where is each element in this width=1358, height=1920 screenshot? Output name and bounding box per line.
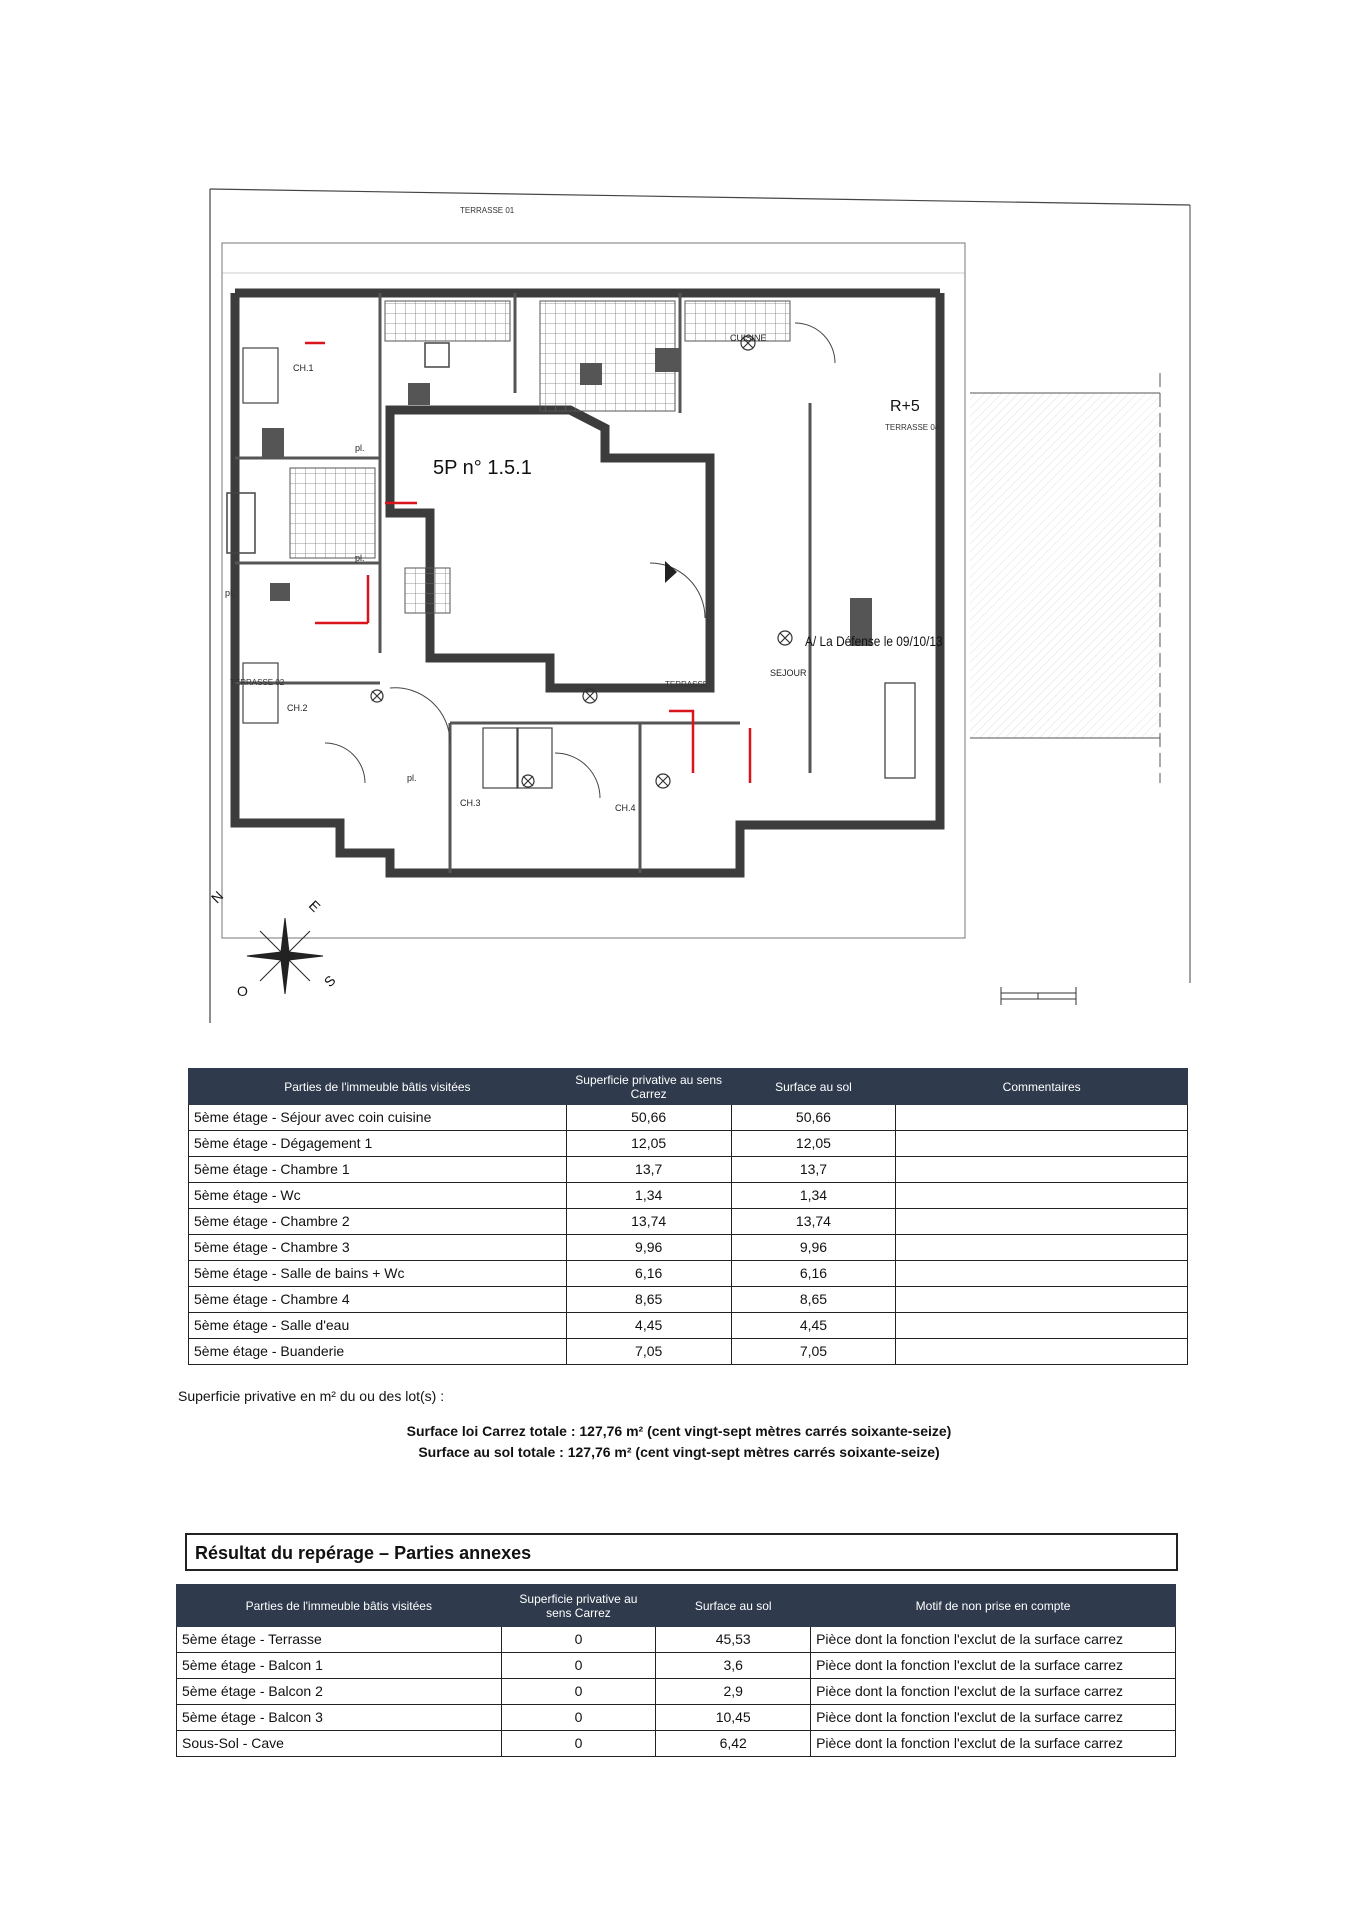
cell-motif: Pièce dont la fonction l'exclut de la surface carrez (811, 1679, 1176, 1705)
cell-carrez: 9,96 (566, 1235, 731, 1261)
cell-motif: Pièce dont la fonction l'exclut de la surface carrez (811, 1731, 1176, 1757)
cell-partie: 5ème étage - Balcon 2 (177, 1679, 502, 1705)
level-label: R+5 (890, 398, 920, 415)
cell-sol: 13,74 (731, 1209, 896, 1235)
cell-carrez: 0 (501, 1731, 656, 1757)
room-ch4-label: CH.4 (615, 803, 636, 813)
terrace-01-label: TERRASSE 01 (460, 206, 515, 215)
room-pl4-label: pl. (355, 553, 365, 563)
header-sol: Surface au sol (656, 1585, 811, 1627)
terrace-02-label: TERRASSE 02 (230, 678, 285, 687)
room-pl2-label: pl. (407, 773, 417, 783)
room-sejour-label: SEJOUR (770, 668, 807, 678)
cell-sol: 6,42 (656, 1731, 811, 1757)
cell-carrez: 0 (501, 1679, 656, 1705)
floor-plan (185, 183, 1195, 1028)
carrez-total: Surface loi Carrez totale : 127,76 m² (cent vingt-sept mètres carrés soixante-seize) (406, 1423, 952, 1439)
table-row (189, 1131, 1188, 1157)
cell-carrez: 6,16 (566, 1261, 731, 1287)
table-row (177, 1731, 1176, 1757)
table-row (189, 1235, 1188, 1261)
header-parties: Parties de l'immeuble bâtis visitées (177, 1585, 502, 1627)
cell-carrez: 0 (501, 1705, 656, 1731)
table-row (189, 1209, 1188, 1235)
cell-motif: Pièce dont la fonction l'exclut de la surface carrez (811, 1627, 1176, 1653)
cell-commentaire (896, 1209, 1188, 1235)
table-row (177, 1679, 1176, 1705)
cell-sol: 2,9 (656, 1679, 811, 1705)
cell-partie: 5ème étage - Wc (189, 1183, 567, 1209)
room-ch1-label: CH.1 (293, 363, 314, 373)
cell-sol: 1,34 (731, 1183, 896, 1209)
cell-partie: 5ème étage - Buanderie (189, 1339, 567, 1365)
cell-partie: 5ème étage - Chambre 4 (189, 1287, 567, 1313)
room-ch2-label: CH.2 (287, 703, 308, 713)
cell-partie: Sous-Sol - Cave (177, 1731, 502, 1757)
cell-sol: 7,05 (731, 1339, 896, 1365)
cell-sol: 9,96 (731, 1235, 896, 1261)
floor-plan-drawing (185, 183, 1195, 1028)
cell-carrez: 0 (501, 1653, 656, 1679)
table-row (189, 1183, 1188, 1209)
cell-commentaire (896, 1157, 1188, 1183)
cell-carrez: 7,05 (566, 1339, 731, 1365)
cell-sol: 50,66 (731, 1105, 896, 1131)
compass-o: O (237, 983, 248, 999)
section-annexes (185, 1533, 1178, 1571)
cell-partie: 5ème étage - Salle d'eau (189, 1313, 567, 1339)
cell-commentaire (896, 1183, 1188, 1209)
section-annexes-title: Résultat du repérage – Parties annexes (195, 1543, 532, 1563)
cell-carrez: 12,05 (566, 1131, 731, 1157)
compass-n: N (207, 887, 227, 907)
room-pl3-label: pl. (355, 443, 365, 453)
cell-commentaire (896, 1261, 1188, 1287)
room-pl1-label: pl. (225, 588, 235, 598)
cell-sol: 4,45 (731, 1313, 896, 1339)
date-note: A/ La Défense le 09/10/13 (805, 633, 943, 649)
cell-partie: 5ème étage - Salle de bains + Wc (189, 1261, 567, 1287)
cell-sol: 45,53 (656, 1627, 811, 1653)
cell-sol: 13,7 (731, 1157, 896, 1183)
surface-note: Superficie privative en m² du ou des lot(s) : (178, 1388, 445, 1404)
cell-partie: 5ème étage - Chambre 3 (189, 1235, 567, 1261)
room-cuisine-label: CUISINE (730, 333, 767, 343)
cell-commentaire (896, 1287, 1188, 1313)
cell-carrez: 0 (501, 1627, 656, 1653)
terrace-bottom-label: TERRASSE (665, 680, 709, 689)
table-row (189, 1313, 1188, 1339)
header-carrez: Superficie privative au sens Carrez (566, 1069, 731, 1105)
table-row (177, 1705, 1176, 1731)
cell-carrez: 4,45 (566, 1313, 731, 1339)
cell-partie: 5ème étage - Dégagement 1 (189, 1131, 567, 1157)
cell-partie: 5ème étage - Balcon 1 (177, 1653, 502, 1679)
cell-sol: 8,65 (731, 1287, 896, 1313)
cell-commentaire (896, 1131, 1188, 1157)
header-sol: Surface au sol (731, 1069, 896, 1105)
cell-partie: 5ème étage - Chambre 2 (189, 1209, 567, 1235)
cell-partie: 5ème étage - Balcon 3 (177, 1705, 502, 1731)
cell-commentaire (896, 1235, 1188, 1261)
table-row (189, 1105, 1188, 1131)
cell-partie: 5ème étage - Séjour avec coin cuisine (189, 1105, 567, 1131)
header-parties: Parties de l'immeuble bâtis visitées (189, 1069, 567, 1105)
cell-commentaire (896, 1339, 1188, 1365)
table-row (189, 1287, 1188, 1313)
header-commentaires: Commentaires (896, 1069, 1188, 1105)
annexes-table (176, 1584, 1176, 1757)
sol-total: Surface au sol totale : 127,76 m² (cent vingt-sept mètres carrés soixante-seize) (418, 1444, 940, 1460)
cell-sol: 3,6 (656, 1653, 811, 1679)
header-carrez: Superficie privative au sens Carrez (501, 1585, 656, 1627)
table-row (189, 1261, 1188, 1287)
table-row (189, 1339, 1188, 1365)
table-row (177, 1653, 1176, 1679)
cell-sol: 12,05 (731, 1131, 896, 1157)
header-motif: Motif de non prise en compte (811, 1585, 1176, 1627)
cell-commentaire (896, 1105, 1188, 1131)
annexes-table-header (177, 1585, 1176, 1627)
cell-carrez: 1,34 (566, 1183, 731, 1209)
cell-sol: 6,16 (731, 1261, 896, 1287)
cell-carrez: 13,7 (566, 1157, 731, 1183)
cell-carrez: 13,74 (566, 1209, 731, 1235)
cell-commentaire (896, 1313, 1188, 1339)
cell-partie: 5ème étage - Terrasse (177, 1627, 502, 1653)
cell-carrez: 50,66 (566, 1105, 731, 1131)
cell-carrez: 8,65 (566, 1287, 731, 1313)
room-ch3-label: CH.3 (460, 798, 481, 808)
compass-s: S (320, 972, 339, 990)
terrace-04-label: TERRASSE 04 (885, 423, 940, 432)
table-row (177, 1627, 1176, 1653)
table-row (189, 1157, 1188, 1183)
cell-sol: 10,45 (656, 1705, 811, 1731)
cell-motif: Pièce dont la fonction l'exclut de la surface carrez (811, 1653, 1176, 1679)
cell-partie: 5ème étage - Chambre 1 (189, 1157, 567, 1183)
compass-e: E (305, 897, 324, 915)
surfaces-table (188, 1068, 1188, 1365)
surfaces-table-header (189, 1069, 1188, 1105)
lot-label: 5P n° 1.5.1 (433, 457, 532, 479)
cell-motif: Pièce dont la fonction l'exclut de la surface carrez (811, 1705, 1176, 1731)
